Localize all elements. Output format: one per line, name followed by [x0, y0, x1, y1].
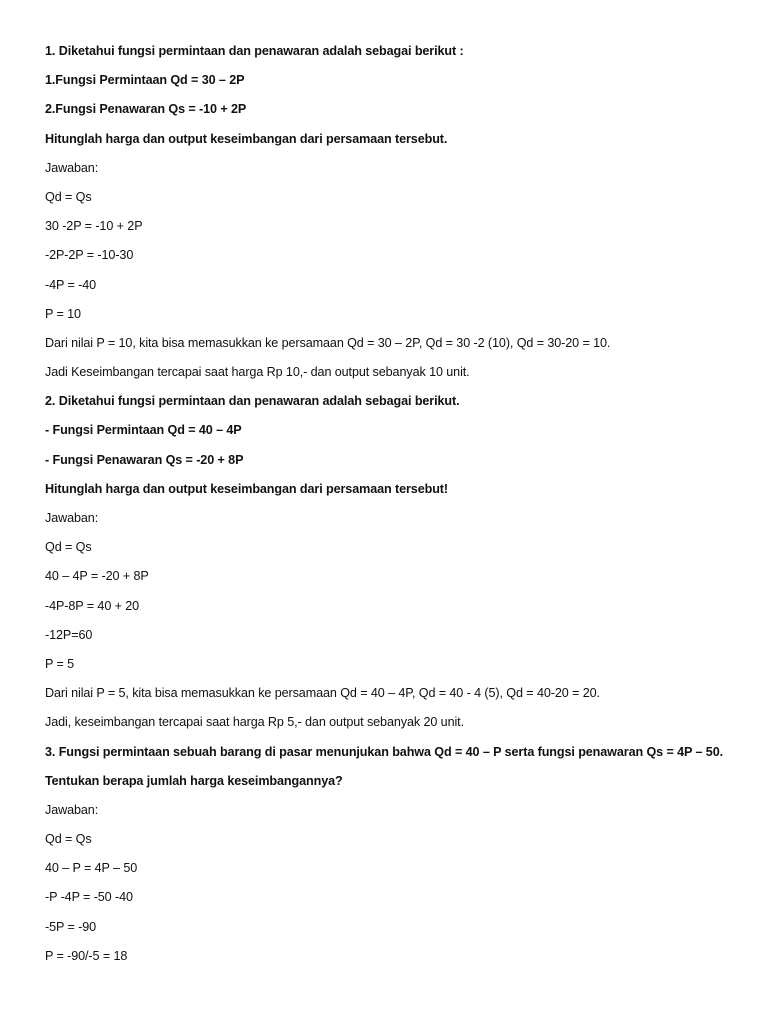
equation-line: -5P = -90: [45, 919, 97, 934]
question-1-instruction: Hitunglah harga dan output keseimbangan dari persamaan tersebut.: [45, 131, 448, 146]
demand-function-2: - Fungsi Permintaan Qd = 40 – 4P: [45, 423, 242, 438]
equation-line: 40 – P = 4P – 50: [45, 861, 138, 876]
supply-function-2: - Fungsi Penawaran Qs = -20 + 8P: [45, 452, 244, 467]
conclusion-line: Jadi, keseimbangan tercapai saat harga Rp 5,- dan output sebanyak 20 unit.: [45, 715, 464, 730]
equation-line: Qd = Qs: [45, 540, 92, 555]
question-3-heading: 3. Fungsi permintaan sebuah barang di pasar menunjukan bahwa Qd = 40 – P serta fungsi penawaran Qs = 4P – 50.: [45, 744, 724, 759]
document-page: [45, 44, 750, 978]
answer-label-1: Jawaban:: [45, 160, 99, 175]
equation-line: 30 -2P = -10 + 2P: [45, 219, 143, 234]
question-2-instruction: Hitunglah harga dan output keseimbangan dari persamaan tersebut!: [45, 481, 448, 496]
equation-line: P = 5: [45, 656, 75, 671]
equation-line: P = -90/-5 = 18: [45, 948, 128, 963]
answer-label-3: Jawaban:: [45, 802, 99, 817]
answer-label-2: Jawaban:: [45, 511, 99, 525]
conclusion-line: Jadi Keseimbangan tercapai saat harga Rp 10,- dan output sebanyak 10 unit.: [45, 365, 470, 380]
equation-line: P = 10: [45, 306, 81, 321]
equation-line: Qd = Qs: [45, 189, 92, 204]
question-1-heading: 1. Diketahui fungsi permintaan dan penawaran adalah sebagai berikut :: [45, 44, 464, 58]
question-2-heading: 2. Diketahui fungsi permintaan dan penawaran adalah sebagai berikut.: [45, 394, 460, 409]
equation-line: -4P = -40: [45, 277, 97, 292]
equation-line: -2P-2P = -10-30: [45, 248, 134, 263]
supply-function-1: 2.Fungsi Penawaran Qs = -10 + 2P: [45, 102, 247, 117]
demand-function-1: 1.Fungsi Permintaan Qd = 30 – 2P: [45, 73, 245, 88]
equation-line: -4P-8P = 40 + 20: [45, 598, 140, 613]
explanation-line: Dari nilai P = 10, kita bisa memasukkan ke persamaan Qd = 30 – 2P, Qd = 30 -2 (10), Qd = 30-20 = 10.: [45, 335, 611, 350]
equation-line: 40 – 4P = -20 + 8P: [45, 569, 149, 584]
equation-line: -12P=60: [45, 627, 93, 642]
equation-line: Qd = Qs: [45, 832, 92, 847]
explanation-line: Dari nilai P = 5, kita bisa memasukkan ke persamaan Qd = 40 – 4P, Qd = 40 - 4 (5), Qd = 40-20 = 20.: [45, 686, 600, 701]
equation-line: -P -4P = -50 -40: [45, 890, 133, 905]
question-3-instruction: Tentukan berapa jumlah harga keseimbangannya?: [45, 773, 343, 788]
